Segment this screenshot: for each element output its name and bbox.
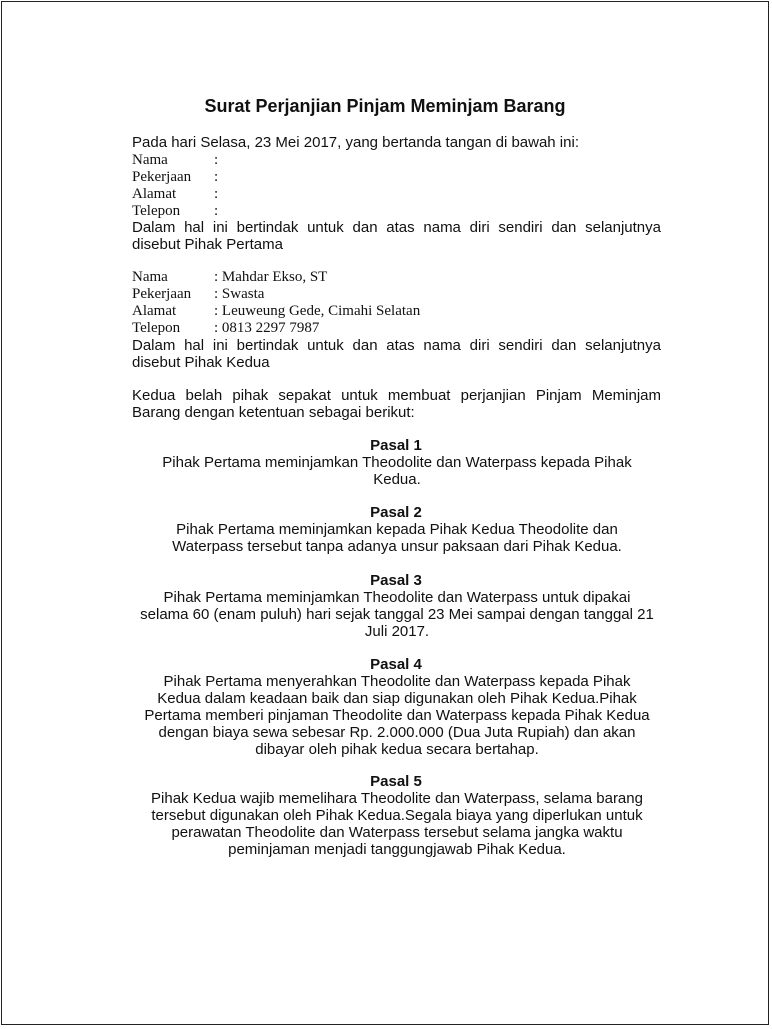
- pasal-line: Pihak Kedua wajib memelihara Theodolite dan Waterpass, selama barang: [151, 790, 643, 807]
- pasal-line: Pihak Pertama meminjamkan Theodolite dan Waterpass kepada Pihak: [162, 454, 632, 471]
- party1-telepon-label: Telepon: [132, 203, 181, 219]
- agreement-text: Kedua belah pihak sepakat untuk membuat perjanjian Pinjam Meminjam Barang dengan ketentuan sebagai berikut:: [132, 387, 661, 421]
- pasal-title: Pasal 4: [370, 656, 422, 673]
- pasal-line: Kedua.: [373, 471, 421, 488]
- party1-pekerjaan-label: Pekerjaan: [132, 169, 192, 185]
- party1-nama-value: :: [214, 152, 219, 168]
- pasal-line: perawatan Theodolite dan Waterpass tersebut selama jangka waktu: [171, 824, 623, 841]
- intro-text: Pada hari Selasa, 23 Mei 2017, yang bertanda tangan di bawah ini:: [132, 134, 579, 151]
- party2-nama-label: Nama: [132, 269, 168, 285]
- party2-telepon-row: [132, 320, 319, 337]
- pasal-title: Pasal 2: [370, 504, 422, 521]
- pasal-title: Pasal 3: [370, 572, 422, 589]
- pasal-line: Pertama memberi pinjaman Theodolite dan Waterpass kepada Pihak Kedua: [144, 707, 650, 724]
- pasal-title: Pasal 1: [370, 437, 422, 454]
- pasal-body: [117, 673, 677, 758]
- party2-pekerjaan-label: Pekerjaan: [132, 286, 192, 302]
- party2-nama-row: [132, 269, 327, 286]
- pasal-line: Waterpass tersebut tanpa adanya unsur paksaan dari Pihak Kedua.: [172, 538, 622, 555]
- party2-alamat-label: Alamat: [132, 303, 177, 319]
- party2-telepon-label: Telepon: [132, 320, 181, 336]
- pasal-line: dengan biaya sewa sebesar Rp. 2.000.000 (Dua Juta Rupiah) dan akan: [158, 724, 636, 741]
- pasal-title: Pasal 5: [370, 773, 422, 790]
- party1-alamat-value: :: [214, 186, 219, 202]
- party1-alamat-label: Alamat: [132, 186, 177, 202]
- party2-pekerjaan-value: : Swasta: [214, 286, 265, 302]
- party1-nama-row: [132, 152, 218, 169]
- pasal-line: Pihak Pertama meminjamkan kepada Pihak Kedua Theodolite dan: [176, 521, 618, 538]
- document-title: Surat Perjanjian Pinjam Meminjam Barang: [204, 96, 566, 116]
- pasal-line: Kedua dalam keadaan baik dan siap digunakan oleh Pihak Kedua.Pihak: [157, 690, 637, 707]
- party2-nama-value: : Mahdar Ekso, ST: [214, 269, 328, 285]
- pasal-body: [117, 589, 677, 640]
- party2-alamat-value: : Leuweung Gede, Cimahi Selatan: [214, 303, 421, 319]
- party1-telepon-row: [132, 203, 218, 220]
- party1-pekerjaan-row: [132, 169, 218, 186]
- pasal-body: [117, 521, 677, 555]
- party1-nama-label: Nama: [132, 152, 168, 168]
- pasal-body: [117, 454, 677, 488]
- party2-alamat-row: [132, 303, 420, 320]
- pasal-line: dibayar oleh pihak kedua secara bertahap.: [255, 741, 539, 758]
- party2-telepon-value: : 0813 2297 7987: [214, 320, 320, 336]
- party1-pekerjaan-value: :: [214, 169, 219, 185]
- pasal-line: Juli 2017.: [364, 623, 430, 640]
- party2-statement: Dalam hal ini bertindak untuk dan atas nama diri sendiri dan selanjutnya disebut Pihak Kedua: [132, 337, 661, 371]
- party1-alamat-row: [132, 186, 218, 203]
- party1-statement: Dalam hal ini bertindak untuk dan atas nama diri sendiri dan selanjutnya disebut Pihak Pertama: [132, 219, 661, 253]
- pasal-line: selama 60 (enam puluh) hari sejak tanggal 23 Mei sampai dengan tanggal 21: [140, 606, 654, 623]
- pasal-body: [117, 790, 677, 858]
- document-page: [1, 1, 769, 1025]
- pasal-line: peminjaman menjadi tanggungjawab Pihak Kedua.: [228, 841, 566, 858]
- party2-pekerjaan-row: [132, 286, 264, 303]
- pasal-line: Pihak Pertama menyerahkan Theodolite dan Waterpass kepada Pihak: [163, 673, 631, 690]
- pasal-line: tersebut digunakan oleh Pihak Kedua.Segala biaya yang diperlukan untuk: [151, 807, 643, 824]
- pasal-line: Pihak Pertama meminjamkan Theodolite dan Waterpass untuk dipakai: [163, 589, 631, 606]
- party1-telepon-value: :: [214, 203, 219, 219]
